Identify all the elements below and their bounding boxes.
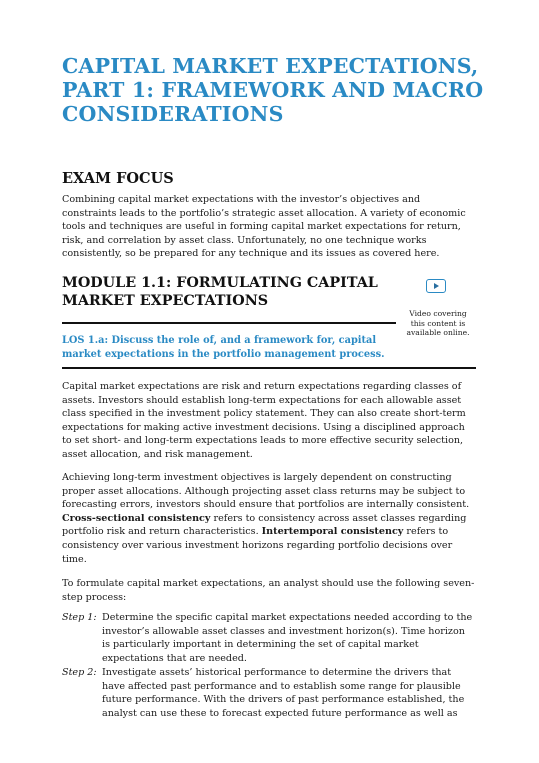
video-caption-line-3: available online. bbox=[406, 328, 470, 338]
paragraph-capital-market-expectations: Capital market expectations are risk and return expectations regarding classes of assets. Investors should establish long-term expectations for each allowable asset class specified in the investment policy statement. They can also create short-term expectations for making active investment decisions. Using a disciplined approach to set short- and long-term expectations leads to more effective security selection, asset allocation, and risk management. bbox=[62, 381, 466, 460]
chapter-title bbox=[62, 54, 502, 126]
paragraph-consistency-part-a: Achieving long-term investment objectives is largely dependent on constructing proper asset allocations. Although projecting asset class returns may be subject to forecasting errors, investors should ensure that portfolios are internally consistent. bbox=[62, 472, 470, 511]
exam-focus-heading: EXAM FOCUS bbox=[62, 170, 174, 187]
step-label: Step 1: bbox=[62, 612, 97, 623]
chapter-title-line-1: CAPITAL MARKET EXPECTATIONS, bbox=[62, 54, 479, 78]
exam-focus-text: Combining capital market expectations with the investor’s objectives and constraints leads to the portfolio’s strategic asset allocation. A variety of economic tools and techniques are useful in forming capital market expectations for return, risk, and correlation by asset class. Unfortunately, no one technique works consistently, so be prepared for any technique and its issues as covered here. bbox=[62, 194, 466, 260]
video-caption-line-2: this content is bbox=[410, 318, 466, 328]
term-cross-sectional-consistency: Cross-sectional consistency bbox=[62, 512, 211, 524]
step-text: Investigate assets’ historical performance to determine the drivers that have affected past performance and to establish some range for plausible future performance. With the drivers of past performance established, the analyst can use these to forecast expected future performance as well as bbox=[102, 667, 465, 719]
module-heading bbox=[62, 274, 402, 310]
paragraph-consistency-part-b: refers to consistency across asset classes regarding portfolio risk and return characteristics. bbox=[62, 512, 467, 538]
step-label: Step 2: bbox=[62, 667, 97, 678]
video-play-icon[interactable] bbox=[426, 279, 446, 293]
module-heading-line-1: MODULE 1.1: FORMULATING CAPITAL bbox=[62, 275, 378, 291]
step-text: Determine the specific capital market expectations needed according to the investor’s allowable asset classes and investment horizon(s). Time horizon is particularly important in determining the set of capital market expectations that are needed. bbox=[102, 612, 473, 664]
los-statement bbox=[62, 334, 392, 362]
chapter-title-line-2: PART 1: FRAMEWORK AND MACRO bbox=[62, 78, 484, 102]
los-divider bbox=[62, 367, 476, 369]
los-line-1: LOS 1.a: Discuss the role of, and a framework for, capital bbox=[62, 335, 377, 346]
video-caption bbox=[400, 309, 476, 338]
paragraph-consistency-part-c: refers to consistency over various investment horizons regarding portfolio decisions over time. bbox=[62, 526, 453, 565]
paragraph-process-intro: To formulate capital market expectations, an analyst should use the following seven-step process: bbox=[62, 578, 475, 603]
module-divider bbox=[62, 322, 396, 324]
los-line-2: market expectations in the portfolio management process. bbox=[62, 349, 385, 360]
video-caption-line-1: Video covering bbox=[409, 309, 467, 318]
paragraph-consistency bbox=[62, 471, 476, 566]
chapter-title-line-3: CONSIDERATIONS bbox=[62, 102, 284, 126]
module-heading-line-2: MARKET EXPECTATIONS bbox=[62, 293, 269, 309]
play-triangle-icon bbox=[434, 283, 439, 289]
term-intertemporal-consistency: Intertemporal consistency bbox=[261, 526, 404, 538]
